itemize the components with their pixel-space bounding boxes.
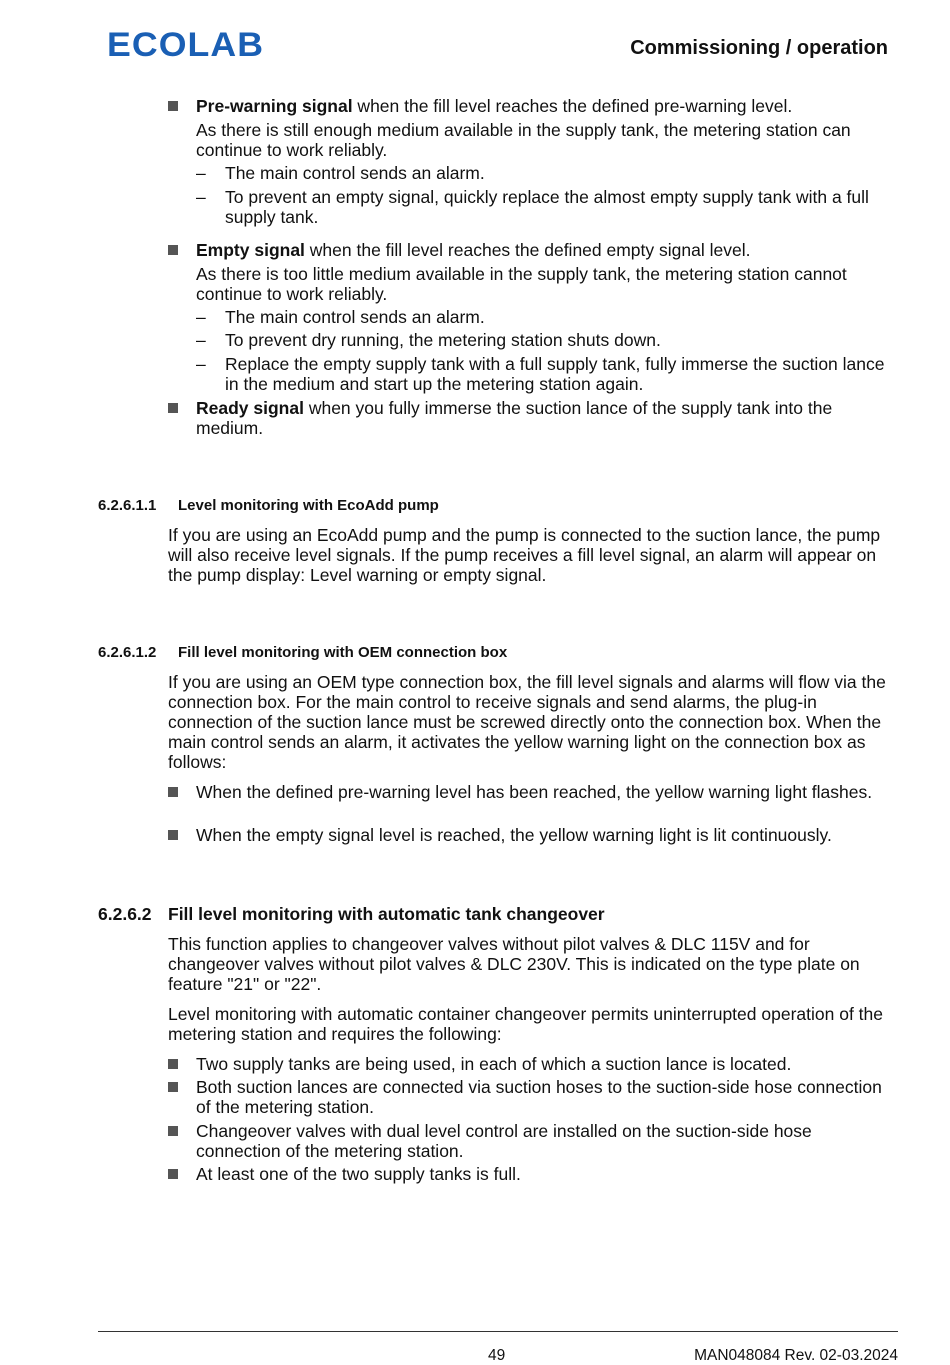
ecolab-logo [107,26,265,64]
bullet-text: when you fully immerse the suction lance of the supply tank into the medium. [196,398,833,438]
section-heading-6-2-6-2 [98,904,605,925]
dash-icon: – [196,354,206,374]
list-item: When the empty signal level is reached, the yellow warning light is lit continuously. [168,825,898,845]
bullet-square-icon [168,1082,178,1092]
bullet-text: when the fill level reaches the defined empty signal level. [304,240,751,260]
bullet-text: when the fill level reaches the defined pre-warning level. [352,96,793,116]
dash-item: – To prevent dry running, the metering station shuts down. [196,330,661,350]
section-heading-6-2-6-1-1 [98,497,439,514]
bullet-square-icon [168,830,178,840]
section-3-body-2: Level monitoring with automatic container changeover permits uninterrupted operation of the metering station and requires the following: [168,1004,883,1044]
section-3-body-1: This function applies to changeover valves without pilot valves & DLC 115V and for changeover valves without pilot valves & DLC 230V. This is indicated on the type plate on feature "21" or "22". [168,934,860,994]
term-pre-warning: Pre-warning signal [196,96,353,116]
list-item: Changeover valves with dual level control are installed on the suction-side hose connection of the metering station. [168,1121,898,1161]
footer-divider [98,1331,898,1332]
explanation-empty-signal: As there is too little medium available in the supply tank, the metering station cannot continue to work reliably. [196,264,847,304]
dash-icon: – [196,307,206,327]
bullet-ready-signal [168,398,898,438]
section-title: Fill level monitoring with OEM connection box [178,644,508,661]
bullet-square-icon [168,787,178,797]
document-reference: MAN048084 Rev. 02-03.2024 [694,1347,898,1364]
section-number: 6.2.6.2 [98,904,152,924]
bullet-square-icon [168,1059,178,1069]
logo-text: ECOLAB [107,26,265,64]
section-heading-6-2-6-1-2 [98,644,507,661]
term-empty-signal: Empty signal [196,240,305,260]
bullet-square-icon [168,1126,178,1136]
bullet-pre-warning [168,96,898,116]
bullet-square-icon [168,101,178,111]
list-item: When the defined pre-warning level has been reached, the yellow warning light flashes. [168,782,898,802]
dash-item: – To prevent an empty signal, quickly replace the almost empty supply tank with a full supply tank. [196,187,869,227]
bullet-empty-signal [168,240,898,260]
list-item: Two supply tanks are being used, in each of which a suction lance is located. [168,1054,898,1074]
explanation-pre-warning: As there is still enough medium available in the supply tank, the metering station can continue to work reliably. [196,120,851,160]
dash-item: – The main control sends an alarm. [196,163,485,183]
section-number: 6.2.6.1.2 [98,644,157,661]
term-ready-signal: Ready signal [196,398,304,418]
section-2-body: If you are using an OEM type connection box, the fill level signals and alarms will flow via the connection box. For the main control to receive signals and send alarms, the plug-in connection of the suction lance must be screwed directly onto the connection box. When the main control sends an alarm, it activates the yellow warning light on the connection box as follows: [168,672,886,772]
list-item: Both suction lances are connected via suction hoses to the suction-side hose connection of the metering station. [168,1077,898,1117]
dash-item: – The main control sends an alarm. [196,307,485,327]
section-1-body: If you are using an EcoAdd pump and the pump is connected to the suction lance, the pump will also receive level signals. If the pump receives a fill level signal, an alarm will appear on the pump display: Level warning or empty signal. [168,525,881,585]
page-number: 49 [488,1347,506,1364]
bullet-square-icon [168,1169,178,1179]
dash-icon: – [196,163,206,183]
bullet-square-icon [168,245,178,255]
page-header-title: Commissioning / operation [630,37,888,59]
dash-icon: – [196,187,206,207]
section-title: Fill level monitoring with automatic tank changeover [168,904,605,924]
section-number: 6.2.6.1.1 [98,497,157,514]
section-title: Level monitoring with EcoAdd pump [178,497,439,514]
bullet-square-icon [168,403,178,413]
dash-item: – Replace the empty supply tank with a full supply tank, fully immerse the suction lance in the medium and start up the metering station again. [196,354,885,394]
dash-icon: – [196,330,206,350]
list-item: At least one of the two supply tanks is full. [168,1164,898,1184]
